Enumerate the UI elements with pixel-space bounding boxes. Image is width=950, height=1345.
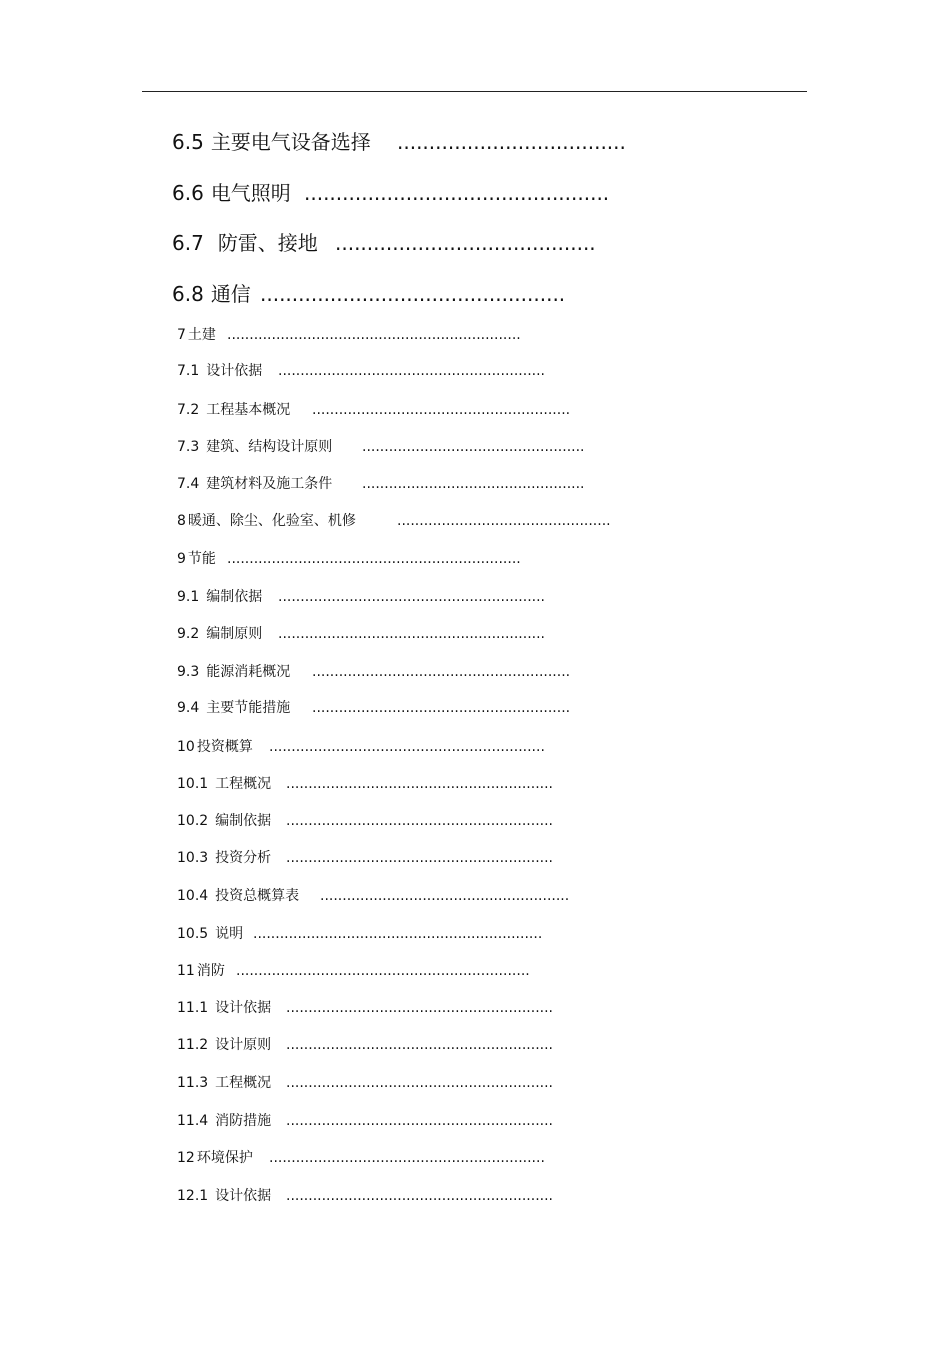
toc-leader-dots: ............................................................ xyxy=(286,1113,554,1129)
toc-entry[interactable] xyxy=(177,926,543,942)
toc-number: 6.5 xyxy=(172,130,204,154)
toc-leader-dots: ......................................... xyxy=(335,231,596,255)
toc-entry[interactable] xyxy=(177,888,570,904)
toc-title: 工程概况 xyxy=(215,1075,272,1091)
toc-number: 9 xyxy=(177,551,186,567)
toc-title: 消防措施 xyxy=(215,1113,272,1129)
toc-entry[interactable] xyxy=(177,664,571,680)
toc-title: 建筑、结构设计原则 xyxy=(206,439,333,455)
toc-number: 10 xyxy=(177,739,195,755)
toc-entry[interactable] xyxy=(177,700,571,716)
toc-title: 防雷、接地 xyxy=(217,231,318,255)
toc-number: 7.4 xyxy=(177,476,200,492)
toc-entry[interactable] xyxy=(177,739,545,755)
toc-entry[interactable] xyxy=(177,327,521,343)
toc-entry[interactable] xyxy=(177,439,585,455)
toc-number: 6.8 xyxy=(172,282,204,306)
toc-title: 能源消耗概况 xyxy=(206,664,291,680)
toc-number: 10.4 xyxy=(177,888,209,904)
toc-title: 土建 xyxy=(187,327,216,343)
toc-leader-dots: ............................................................ xyxy=(286,776,554,792)
toc-title: 暖通、除尘、化验室、机修 xyxy=(187,513,356,529)
toc-leader-dots: ............................................................ xyxy=(278,626,546,642)
toc-entry[interactable] xyxy=(177,850,554,866)
toc-entry[interactable] xyxy=(172,181,610,205)
toc-number: 10.3 xyxy=(177,850,209,866)
toc-entry[interactable] xyxy=(177,1188,554,1204)
toc-title: 工程基本概况 xyxy=(206,402,291,418)
toc-title: 通信 xyxy=(210,282,251,306)
toc-number: 11.4 xyxy=(177,1113,209,1129)
toc-title: 设计依据 xyxy=(215,1188,272,1204)
toc-leader-dots: .................................................................. xyxy=(227,327,521,343)
toc-leader-dots: ............................................................ xyxy=(286,1000,554,1016)
toc-leader-dots: .............................................................. xyxy=(269,739,545,755)
toc-leader-dots: ............................................................ xyxy=(286,1188,554,1204)
toc-number: 8 xyxy=(177,513,186,529)
toc-title: 投资分析 xyxy=(215,850,272,866)
toc-title: 主要电气设备选择 xyxy=(210,130,371,154)
toc-title: 编制依据 xyxy=(206,589,263,605)
toc-title: 主要节能措施 xyxy=(206,700,291,716)
toc-leader-dots: ................................................ xyxy=(397,513,611,529)
toc-number: 9.3 xyxy=(177,664,200,680)
toc-leader-dots: .................................................................. xyxy=(236,963,530,979)
toc-number: 9.4 xyxy=(177,700,200,716)
toc-leader-dots: .................................... xyxy=(397,130,626,154)
toc-entry[interactable] xyxy=(172,231,596,255)
toc-leader-dots: ............................................................ xyxy=(278,589,546,605)
toc-number: 10.1 xyxy=(177,776,209,792)
toc-entry[interactable] xyxy=(172,130,626,154)
toc-entry[interactable] xyxy=(177,626,546,642)
toc-title: 设计依据 xyxy=(215,1000,272,1016)
toc-entry[interactable] xyxy=(172,282,566,306)
toc-number: 6.7 xyxy=(172,231,204,255)
toc-leader-dots: .......................................................... xyxy=(312,402,571,418)
toc-leader-dots: ............................................................ xyxy=(278,363,546,379)
toc-entry[interactable] xyxy=(177,1000,554,1016)
toc-number: 6.6 xyxy=(172,181,204,205)
toc-entry[interactable] xyxy=(177,402,571,418)
toc-entry[interactable] xyxy=(177,963,530,979)
toc-entry[interactable] xyxy=(177,1150,545,1166)
toc-number: 10.5 xyxy=(177,926,209,942)
toc-number: 11 xyxy=(177,963,195,979)
toc-entry[interactable] xyxy=(177,1113,554,1129)
toc-title: 设计依据 xyxy=(206,363,263,379)
toc-leader-dots: .................................................. xyxy=(362,476,585,492)
toc-number: 7.3 xyxy=(177,439,200,455)
toc-leader-dots: ............................................................ xyxy=(286,850,554,866)
toc-leader-dots: ............................................................ xyxy=(286,1075,554,1091)
toc-entry[interactable] xyxy=(177,513,611,529)
toc-entry[interactable] xyxy=(177,776,554,792)
toc-leader-dots: .................................................. xyxy=(362,439,585,455)
toc-title: 建筑材料及施工条件 xyxy=(206,476,333,492)
toc-leader-dots: .................................................................. xyxy=(227,551,521,567)
toc-leader-dots: ............................................................ xyxy=(286,1037,554,1053)
toc-title: 设计原则 xyxy=(215,1037,272,1053)
toc-number: 11.3 xyxy=(177,1075,209,1091)
toc-leader-dots: ........................................................ xyxy=(320,888,570,904)
toc-number: 7.2 xyxy=(177,402,200,418)
toc-title: 环境保护 xyxy=(196,1150,253,1166)
toc-number: 9.1 xyxy=(177,589,200,605)
toc-entry[interactable] xyxy=(177,363,546,379)
toc-number: 10.2 xyxy=(177,813,209,829)
toc-title: 投资总概算表 xyxy=(215,888,300,904)
toc-entry[interactable] xyxy=(177,1037,554,1053)
toc-title: 电气照明 xyxy=(210,181,291,205)
toc-number: 11.1 xyxy=(177,1000,209,1016)
toc-leader-dots: ................................................ xyxy=(260,282,566,306)
toc-leader-dots: ................................................ xyxy=(304,181,610,205)
toc-leader-dots: .......................................................... xyxy=(312,700,571,716)
toc-number: 11.2 xyxy=(177,1037,209,1053)
toc-entry[interactable] xyxy=(177,1075,554,1091)
toc-leader-dots: .............................................................. xyxy=(269,1150,545,1166)
toc-title: 节能 xyxy=(187,551,216,567)
toc-leader-dots: .......................................................... xyxy=(312,664,571,680)
toc-title: 投资概算 xyxy=(196,739,253,755)
toc-title: 工程概况 xyxy=(215,776,272,792)
toc-entry[interactable] xyxy=(177,476,585,492)
toc-number: 9.2 xyxy=(177,626,200,642)
toc-entry[interactable] xyxy=(177,813,554,829)
toc-entry[interactable] xyxy=(177,589,546,605)
toc-leader-dots: ............................................................ xyxy=(286,813,554,829)
toc-leader-dots: ................................................................. xyxy=(253,926,543,942)
toc-title: 编制依据 xyxy=(215,813,272,829)
toc-entry[interactable] xyxy=(177,551,521,567)
toc-title: 消防 xyxy=(196,963,225,979)
toc-number: 7 xyxy=(177,327,186,343)
toc-title: 说明 xyxy=(215,926,244,942)
toc-title: 编制原则 xyxy=(206,626,263,642)
toc-number: 12.1 xyxy=(177,1188,209,1204)
toc-number: 7.1 xyxy=(177,363,200,379)
toc-number: 12 xyxy=(177,1150,195,1166)
